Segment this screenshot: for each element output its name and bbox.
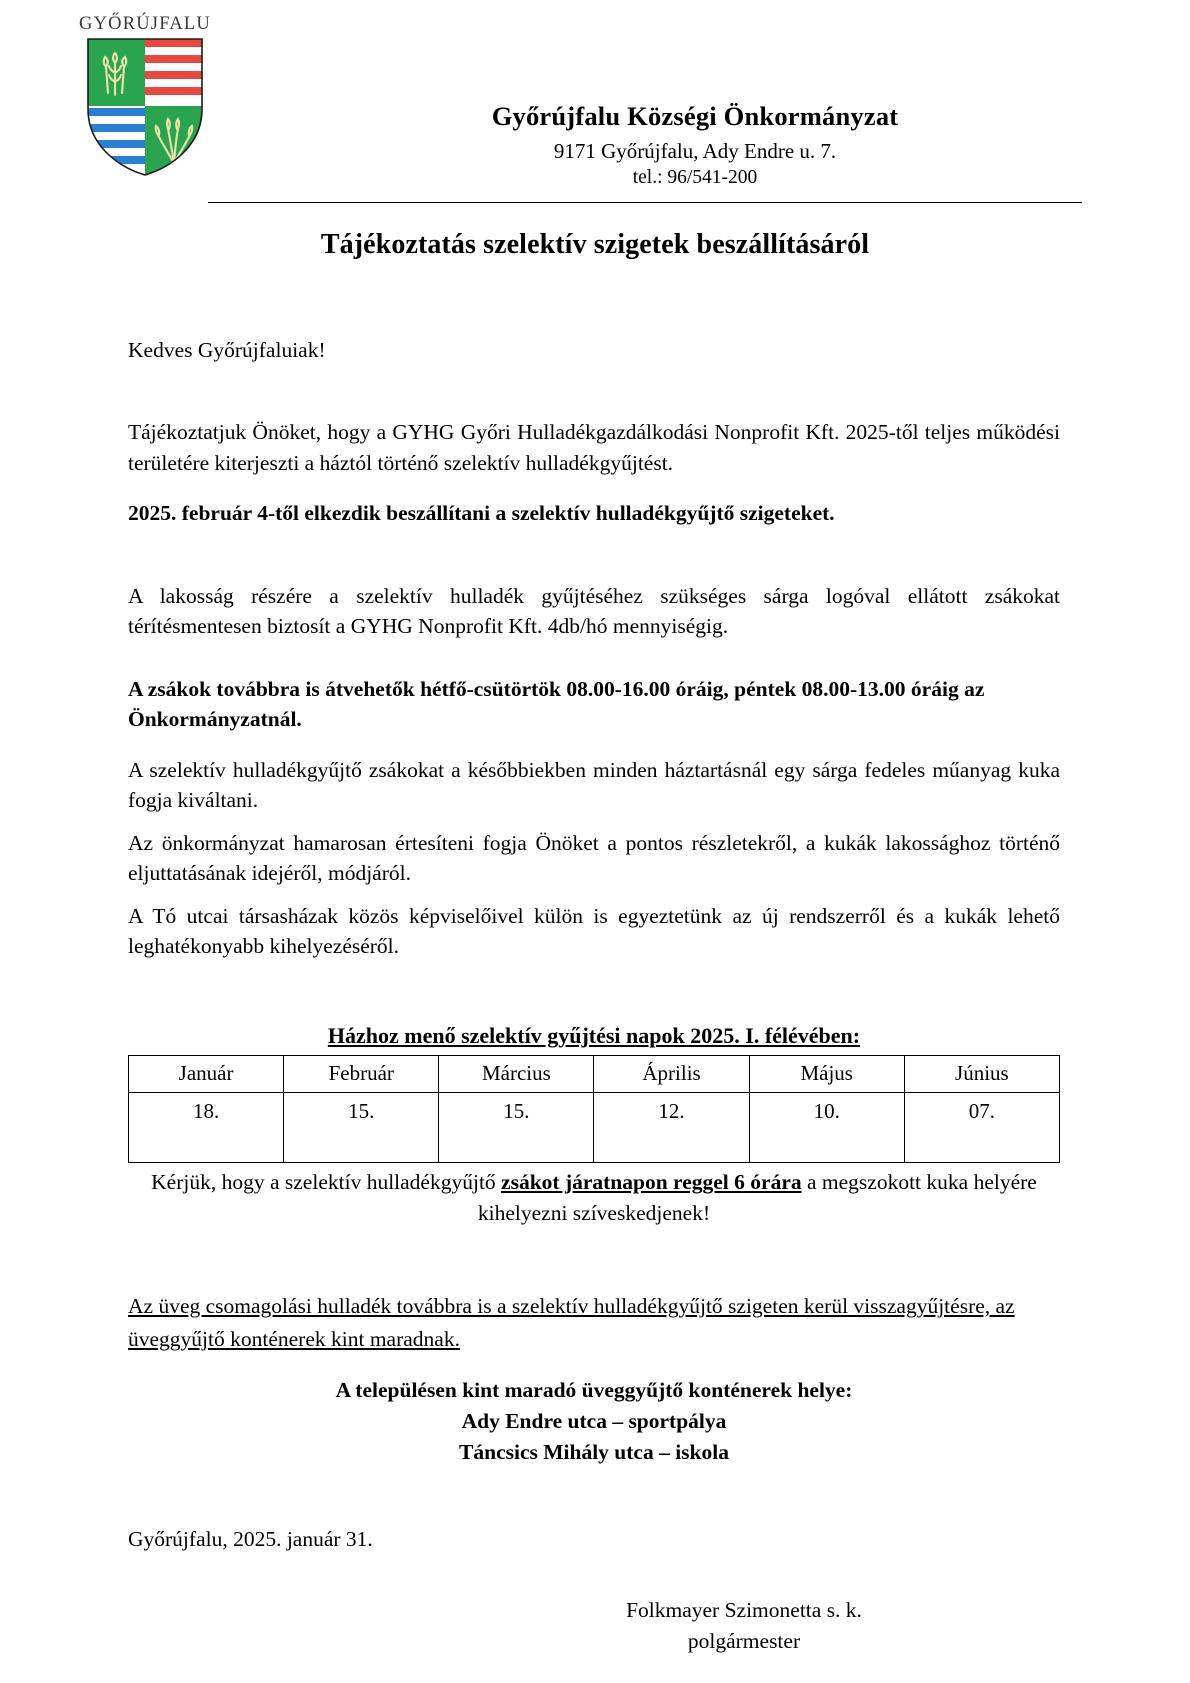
paragraph-bags-free: A lakosság részére a szelektív hulladék gyűjtéséhez szükséges sárga logóval ellátott zsákokat térítésmentesen biztosít a GYHG Nonprofit Kft. 4db/hó mennyiségig. xyxy=(128,583,1060,639)
collection-table-title: Házhoz menő szelektív gyűjtési napok 2025. I. félévében: xyxy=(327,1023,861,1048)
glass-locations-title: A településen kint maradó üveggyűjtő konténerek helye: xyxy=(335,1377,853,1402)
organization-block xyxy=(270,14,1190,192)
paragraph-future-bins: A szelektív hulladékgyűjtő zsákokat a későbbiekben minden háztartásnál egy sárga fedeles műanyag kuka fogja kiváltani. xyxy=(128,757,1060,813)
spacer xyxy=(128,1228,1060,1290)
spacer xyxy=(128,962,1060,1020)
spacer xyxy=(128,735,1060,755)
glass-collection-note: Az üveg csomagolási hulladék továbbra is a szelektív hulladékgyűjtő szigeten kerül visszagyűjtésre, az üveggyűjtő konténerek kint maradnak. xyxy=(128,1294,1015,1351)
organization-phone: tel.: 96/541-200 xyxy=(632,167,758,189)
request-part-two: a megszokott kuka helyére kihelyezni szíveskedjenek! xyxy=(477,1170,1037,1225)
spacer xyxy=(128,816,1060,828)
coat-of-arms-icon xyxy=(86,37,204,182)
header-divider xyxy=(208,202,1082,203)
table-cell-day: 15. xyxy=(284,1093,439,1163)
table-cell-day: 15. xyxy=(439,1093,594,1163)
table-cell-day: 18. xyxy=(129,1093,284,1163)
document-body xyxy=(128,335,1060,1657)
glass-location-2: Táncsics Mihály utca – iskola xyxy=(459,1440,729,1465)
table-header-cell: Május xyxy=(749,1056,904,1093)
paragraph-pickup-hours: A zsákok továbbra is átvehetők hétfő-csütörtök 08.00-16.00 óráig, péntek 08.00-13.00 óráig az Önkormányzatnál. xyxy=(128,676,985,732)
municipality-crest-label: GYŐRÚJFALU xyxy=(79,14,211,34)
coat-of-arms-block xyxy=(0,14,270,182)
organization-address: 9171 Győrújfalu, Ady Endre u. 7. xyxy=(553,139,837,164)
table-header-cell: Január xyxy=(129,1056,284,1093)
spacer xyxy=(128,1355,1060,1375)
collection-days-table xyxy=(128,1055,1060,1163)
spacer xyxy=(128,889,1060,901)
page-title: Tájékoztatás szelektív szigetek beszállításáról xyxy=(320,228,870,260)
request-text xyxy=(128,1167,1060,1228)
table-row xyxy=(129,1093,1060,1163)
spacer xyxy=(128,529,1060,581)
document-header xyxy=(0,0,1190,192)
signer-name: Folkmayer Szimonetta s. k. xyxy=(626,1597,862,1622)
paragraph-start-date: 2025. február 4-től elkezdik beszállítani a szelektív hulladékgyűjtő szigeteket. xyxy=(128,501,835,526)
spacer xyxy=(128,365,1060,417)
organization-title: Győrújfalu Községi Önkormányzat xyxy=(491,101,899,131)
table-cell-day: 10. xyxy=(749,1093,904,1163)
spacer xyxy=(128,642,1060,674)
glass-location-1: Ady Endre utca – sportpálya xyxy=(461,1408,727,1433)
spacer xyxy=(128,478,1060,498)
table-header-row xyxy=(129,1056,1060,1093)
paragraph-to-utca: A Tó utcai társasházak közös képviselőivel külön is egyeztetünk az új rendszerről és a kukák lehető leghatékonyabb kihelyezéséről. xyxy=(128,903,1060,959)
table-header-cell: Április xyxy=(594,1056,749,1093)
document-date: Győrújfalu, 2025. január 31. xyxy=(128,1527,373,1552)
greeting-text: Kedves Győrújfaluiak! xyxy=(128,337,326,362)
table-header-cell: Március xyxy=(439,1056,594,1093)
table-cell-day: 07. xyxy=(904,1093,1059,1163)
table-header-cell: Február xyxy=(284,1056,439,1093)
signer-title: polgármester xyxy=(687,1628,801,1653)
table-cell-day: 12. xyxy=(594,1093,749,1163)
spacer xyxy=(128,1468,1060,1524)
paragraph-notification: Az önkormányzat hamarosan értesíteni fogja Önöket a pontos részletekről, a kukák lakossághoz történő eljuttatásának idejéről, módjáról. xyxy=(128,830,1060,886)
spacer xyxy=(128,1555,1060,1595)
request-part-one: Kérjük, hogy a szelektív hulladékgyűjtő xyxy=(151,1170,502,1195)
paragraph-intro: Tájékoztatjuk Önöket, hogy a GYHG Győri Hulladékgazdálkodási Nonprofit Kft. 2025-től teljes működési területére kiterjeszti a háztól történő szelektív hulladékgyűjtést. xyxy=(128,420,1060,475)
signature-block xyxy=(428,1595,1060,1657)
request-emphasis: zsákot járatnapon reggel 6 órára xyxy=(501,1170,802,1195)
table-header-cell: Június xyxy=(904,1056,1059,1093)
